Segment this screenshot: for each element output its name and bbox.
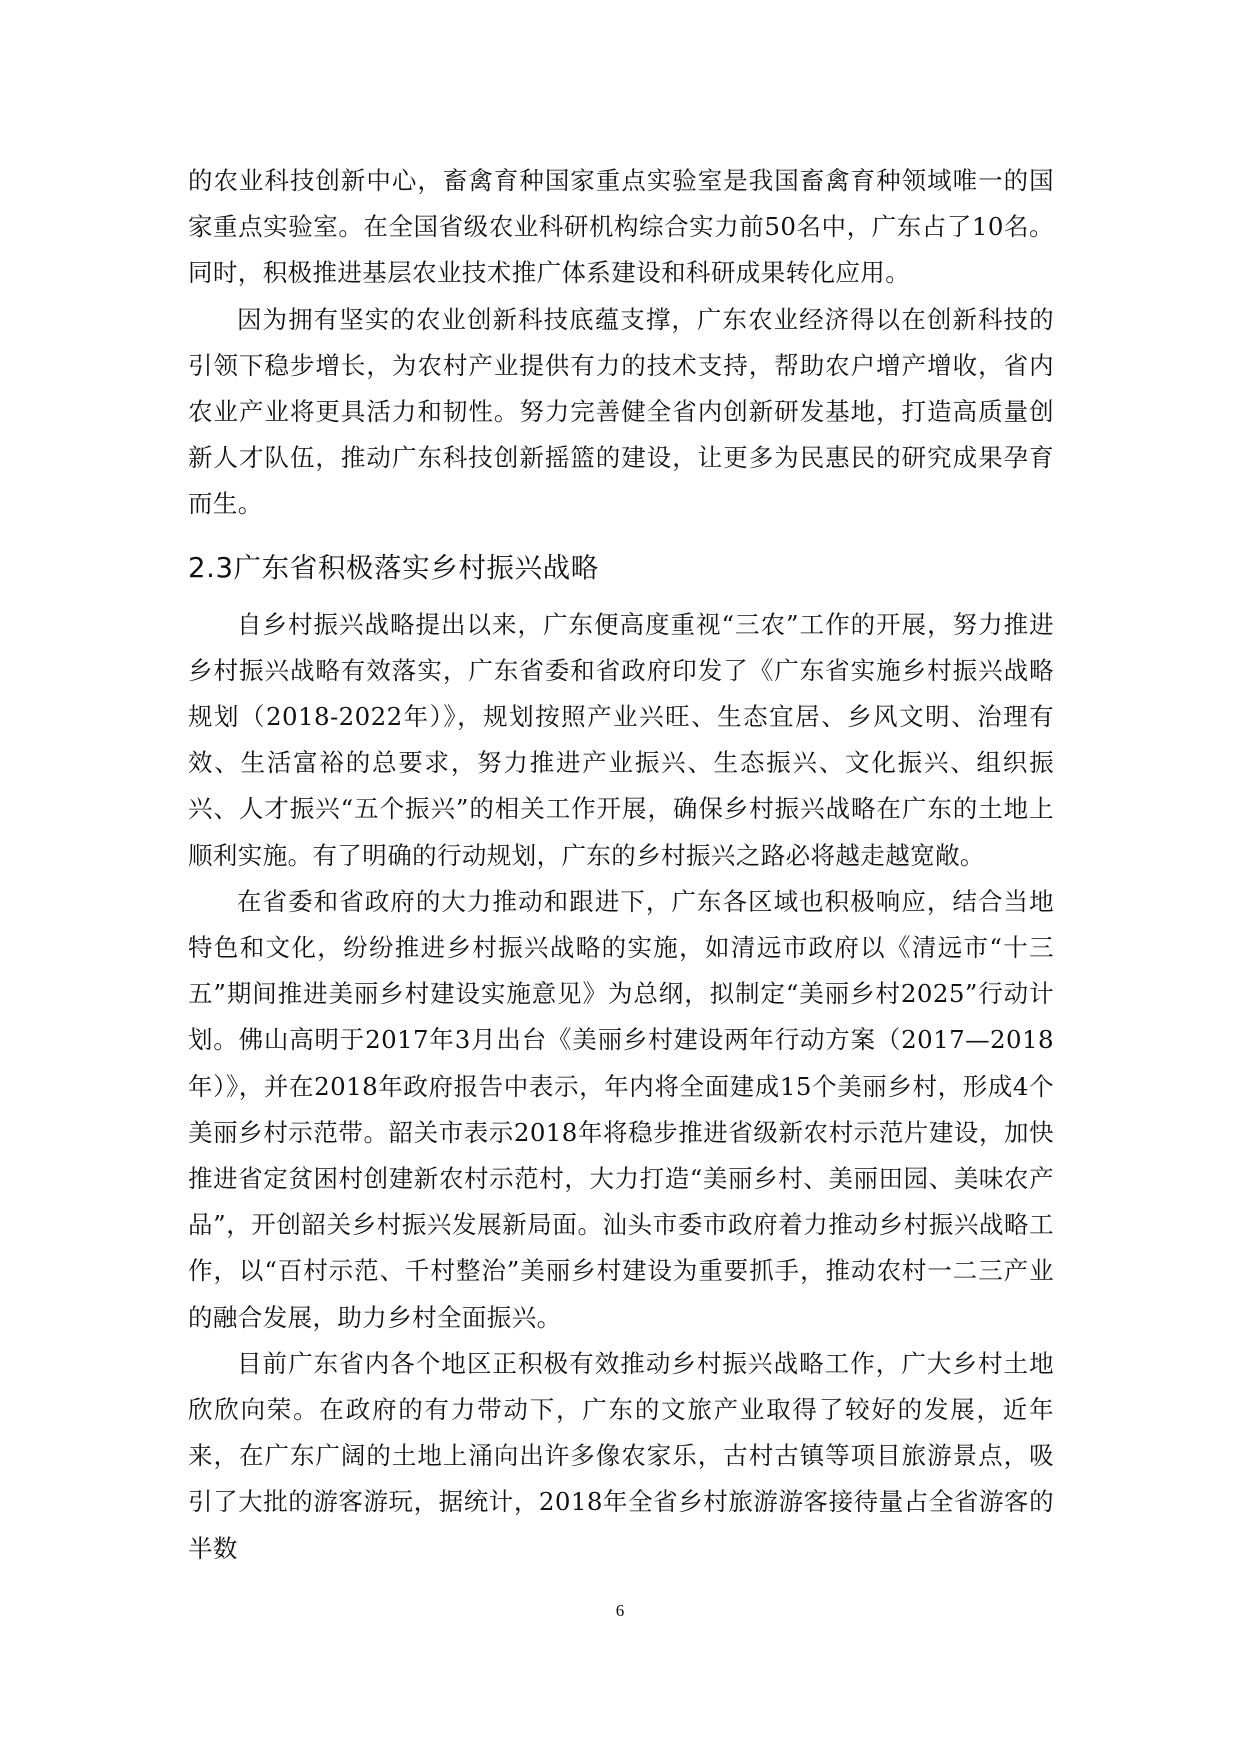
body-paragraph: 在省委和省政府的大力推动和跟进下，广东各区域也积极响应，结合当地特色和文化，纷纷推进乡村振兴战略的实施，如清远市政府以《清远市“十三五”期间推进美丽乡村建设实施意见》为总纲，拟制定“美丽乡村2025”行动计划。佛山高明于2017年3月出台《美丽乡村建设两年行动方案（2017—2018年）》，并在2018年政府报告中表示，年内将全面建成15个美丽乡村，形成4个美丽乡村示范带。韶关市表示2018年将稳步推进省级新农村示范片建设，加快推进省定贫困村创建新农村示范村，大力打造“美丽乡村、美丽田园、美味农产品”，开创韶关乡村振兴发展新局面。汕头市委市政府着力推动乡村振兴战略工作，以“百村示范、千村整治”美丽乡村建设为重要抓手，推动农村一二三产业的融合发展，助力乡村全面振兴。 xyxy=(188,886,1054,1332)
page-body xyxy=(188,158,1054,1572)
body-paragraph: 因为拥有坚实的农业创新科技底蕴支撑，广东农业经济得以在创新科技的引领下稳步增长，为农村产业提供有力的技术支持，帮助农户增产增收，省内农业产业将更具活力和韧性。努力完善健全省内创新研发基地，打造高质量创新人才队伍，推动广东科技创新摇篮的建设，让更多为民惠民的研究成果孕育而生。 xyxy=(188,304,1054,519)
page-number: 6 xyxy=(615,1601,625,1620)
section-heading: 2.3广东省积极落实乡村振兴战略 xyxy=(188,551,599,584)
body-paragraph: 目前广东省内各个地区正积极有效推动乡村振兴战略工作，广大乡村土地欣欣向荣。在政府的有力带动下，广东的文旅产业取得了较好的发展，近年来，在广东广阔的土地上涌向出许多像农家乐，古村古镇等项目旅游景点，吸引了大批的游客游玩，据统计，2018年全省乡村旅游游客接待量占全省游客的半数 xyxy=(188,1348,1054,1563)
body-paragraph: 自乡村振兴战略提出以来，广东便高度重视“三农”工作的开展，努力推进乡村振兴战略有效落实，广东省委和省政府印发了《广东省实施乡村振兴战略规划（2018-2022年）》，规划按照产业兴旺、生态宜居、乡风文明、治理有效、生活富裕的总要求，努力推进产业振兴、生态振兴、文化振兴、组织振兴、人才振兴“五个振兴”的相关工作开展，确保乡村振兴战略在广东的土地上顺利实施。有了明确的行动规划，广东的乡村振兴之路必将越走越宽敞。 xyxy=(188,609,1054,870)
body-paragraph: 的农业科技创新中心，畜禽育种国家重点实验室是我国畜禽育种领域唯一的国家重点实验室。在全国省级农业科研机构综合实力前50名中，广东占了10名。同时，积极推进基层农业技术推广体系建设和科研成果转化应用。 xyxy=(188,166,1054,288)
